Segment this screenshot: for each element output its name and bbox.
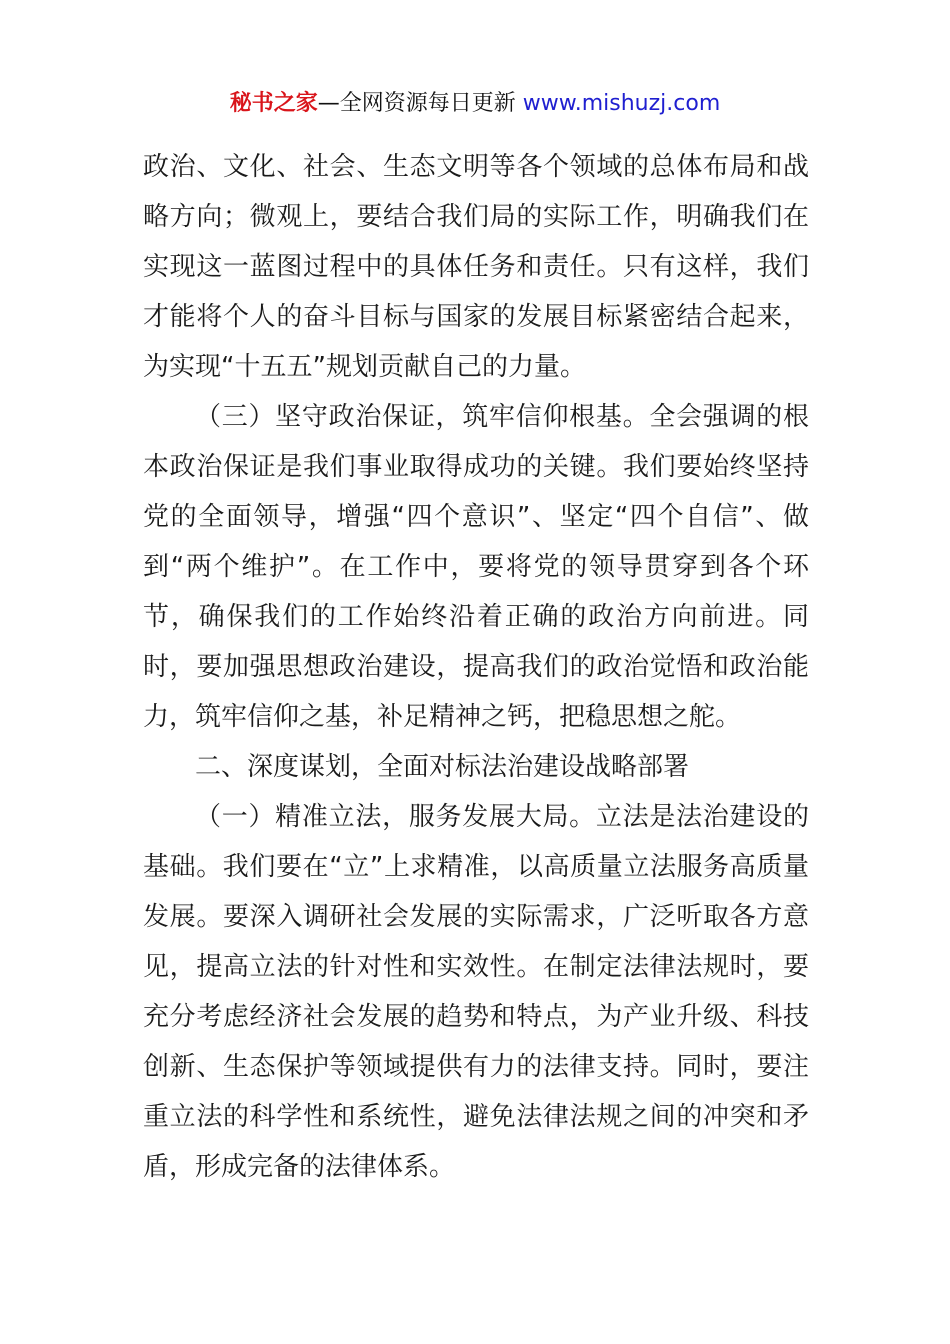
- site-header: [0, 86, 950, 122]
- site-brand: 秘书之家: [229, 91, 318, 116]
- paragraph-continuation: 政治、文化、社会、生态文明等各个领域的总体布局和战略方向；微观上，要结合我们局的实际工作，明确我们在实现这一蓝图过程中的具体任务和责任。只有这样，我们才能将个人的奋斗目标与国家的发展目标紧密结合起来，为实现“十五五”规划贡献自己的力量。: [143, 152, 809, 382]
- site-tagline: —全网资源每日更新: [317, 91, 516, 116]
- paragraph-precise-legislation: （一）精准立法，服务发展大局。立法是法治建设的基础。我们要在“立”上求精准，以高质量立法服务高质量发展。要深入调研社会发展的实际需求，广泛听取各方意见，提高立法的针对性和实效性。在制定法律法规时，要充分考虑经济社会发展的趋势和特点，为产业升级、科技创新、生态保护等领域提供有力的法律支持。同时，要注重立法的科学性和系统性，避免法律法规之间的冲突和矛盾，形成完备的法律体系。: [143, 802, 809, 1182]
- document-body: [143, 142, 809, 1192]
- paragraph-political-guarantee: （三）坚守政治保证，筑牢信仰根基。全会强调的根本政治保证是我们事业取得成功的关键。我们要始终坚持党的全面领导，增强“四个意识”、坚定“四个自信”、做到“两个维护”。在工作中，要将党的领导贯穿到各个环节，确保我们的工作始终沿着正确的政治方向前进。同时，要加强思想政治建设，提高我们的政治觉悟和政治能力，筑牢信仰之基，补足精神之钙，把稳思想之舵。: [143, 402, 809, 732]
- site-url-link[interactable]: www.mishuzj.com: [522, 91, 721, 116]
- section-heading-rule-of-law: 二、深度谋划，全面对标法治建设战略部署: [195, 752, 690, 782]
